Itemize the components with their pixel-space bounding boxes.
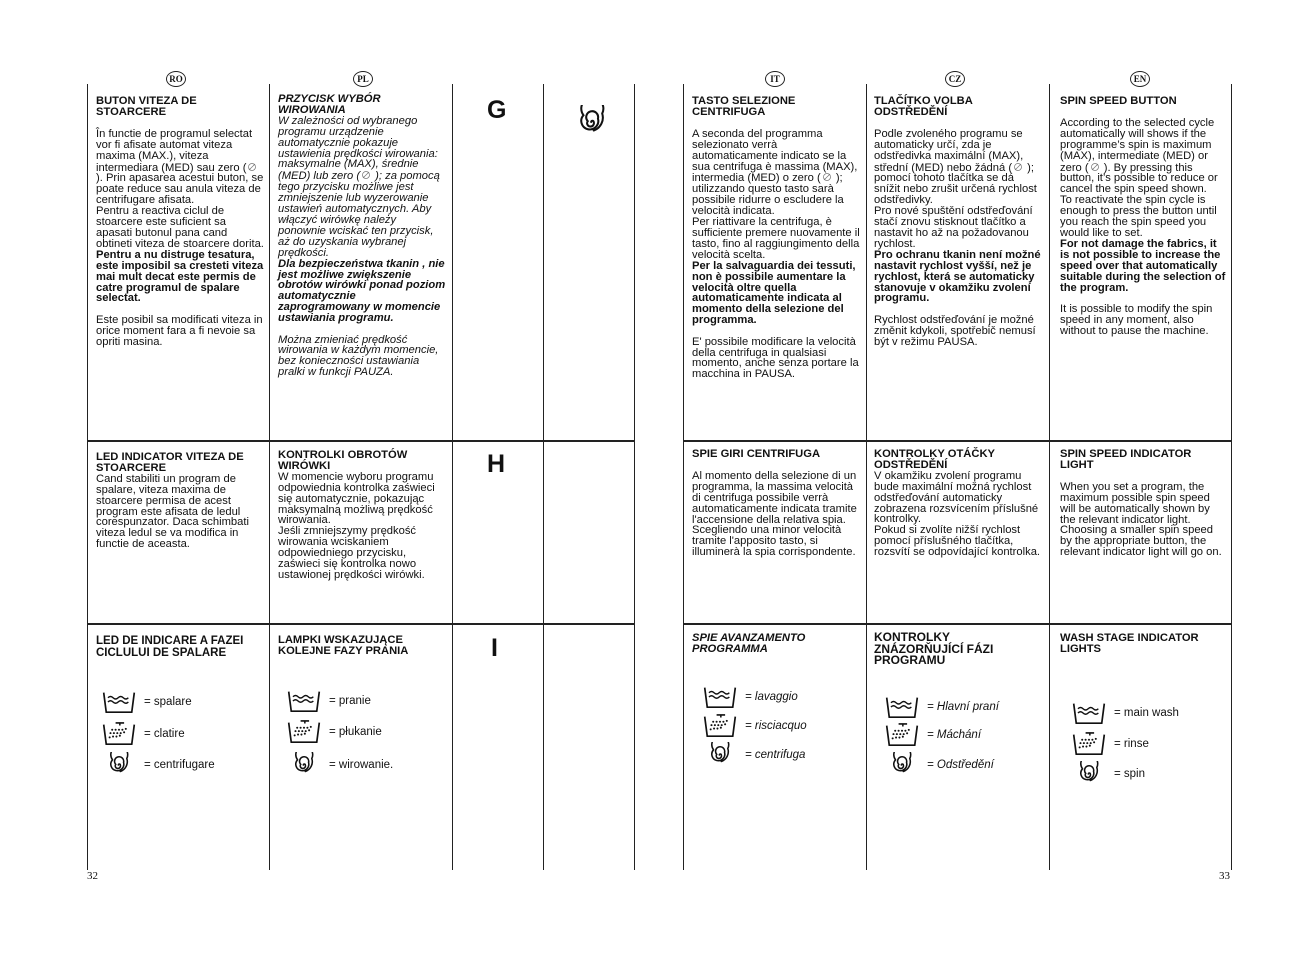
warning-text: Pro ochranu tkanin není možné nastavit rychlost vyšší, než je rychlost, která se automaticky stanovuje v okamžiku zvolení programu. [874, 248, 1041, 305]
section-title: SPIN SPEED BUTTON [1060, 95, 1177, 107]
wash-tub-icon [287, 688, 321, 714]
legend-spin [1072, 761, 1145, 787]
language-badge-ro: RO [166, 71, 186, 87]
legend-rinse [703, 713, 807, 739]
section-i-en [1060, 633, 1226, 666]
column-divider [1231, 84, 1232, 870]
section-g-pl [278, 94, 446, 389]
legend-wash [1072, 700, 1179, 726]
legend-label: = spin [1114, 768, 1146, 780]
legend-wash [885, 694, 999, 720]
section-letter-i: I [491, 634, 498, 662]
section-title: LED DE INDICARE A FAZEI CICLULUI DE SPALARE [96, 635, 244, 659]
legend-label: = centrifuga [745, 749, 806, 761]
legend-label: = Hlavní praní [927, 701, 999, 713]
body-text: Rychlost odstřeďování je možné změnit kdykoli, spotřebič nemusí být v režimu PAUSA. [874, 313, 1036, 348]
warning-text: Per la salvaguardia dei tessuti, non è possibile aumentare la velocità oltre quella automaticamente indicata al momento della selezione del programma. [692, 259, 856, 327]
spin-zero-icon [360, 170, 372, 180]
section-h-ro [96, 452, 264, 561]
section-title: KONTROLKY OTÁČKY ODSTŘEDĚNÍ [874, 448, 995, 471]
legend-wash [287, 688, 371, 714]
rinse-shower-icon [885, 722, 919, 748]
section-i-cz [874, 632, 1042, 678]
spin-spiral-icon [575, 105, 609, 139]
row-divider [87, 623, 634, 625]
legend-label: = płukanie [329, 726, 382, 738]
page-number-left: 32 [87, 870, 98, 882]
section-g-ro [96, 96, 264, 358]
section-title: SPIN SPEED INDICATOR LIGHT [1060, 448, 1192, 471]
language-badge-en: EN [1130, 71, 1150, 87]
body-text: În functie de programul selectat vor fi afisate automat viteza maxima (MAX.), viteza intermediara (MED) sau zero ( [96, 127, 253, 174]
section-g-cz [874, 96, 1042, 358]
legend-wash [102, 689, 192, 715]
spin-spiral-icon [885, 752, 919, 778]
section-title: LED INDICATOR VITEZA DE STOARCERE [96, 451, 244, 474]
section-title: WASH STAGE INDICATOR LIGHTS [1060, 632, 1199, 655]
legend-label: = risciacquo [745, 720, 807, 732]
legend-rinse [102, 721, 185, 747]
warning-text: Pentru a nu distruge tesatura, este imposibil sa cresteti viteza mai mult decat este permis de catre programul de spalare selectat. [96, 248, 264, 305]
body-text: A seconda del programma selezionato verrà automaticamente indicato se la sua centrifuga è massima (MAX), intermedia (MED) o zero ( [692, 127, 858, 185]
section-title: TASTO SELEZIONE CENTRIFUGA [692, 95, 796, 118]
spin-zero-icon [1012, 162, 1024, 172]
body-text: Cand stabiliti un program de spalare, viteza maxima de stoarcere permisa de acest program este afisata de ledul corespunzator. Daca schimbati viteza ledul se va modifica in functie de aceasta. [96, 472, 249, 551]
section-h-pl [278, 450, 446, 591]
section-title: BUTON VITEZA DE STOARCERE [96, 95, 197, 118]
body-text: According to the selected cycle automatically will shows if the programme’s spin is maximum (MAX), intermediate (MED) or zero ( [1060, 116, 1215, 174]
legend-label: = rinse [1114, 738, 1149, 750]
spin-zero-icon [1089, 162, 1101, 172]
legend-label: = centrifugare [144, 759, 215, 771]
warning-text: Dla bezpieczeństwa tkanin , nie jest możliwe zwiększenie obrotów wirówki ponad poziom automatycznie zaprogramowany w momencie ustawiania programu. [278, 257, 446, 325]
row-divider [683, 623, 1231, 625]
section-h-cz [874, 449, 1042, 569]
rinse-shower-icon [703, 713, 737, 739]
wash-tub-icon [885, 694, 919, 720]
body-text: It is possible to modify the spin speed in any moment, also without to pause the machine. [1060, 302, 1213, 337]
rinse-shower-icon [287, 719, 321, 745]
body-text: V okamžiku zvolení programu bude maximální možná rychlost odstřeďování automaticky zobrazena rozsvícením příslušné kontrolky. Pokud si zvolíte nižší rychlost pomocí příslušného tlačítka, rozsvítí se odpovídající kontrolka. [874, 469, 1041, 559]
section-h-it [692, 449, 860, 569]
section-g-it [692, 96, 860, 391]
section-letter-h: H [487, 450, 506, 478]
language-badge-pl: PL [353, 71, 373, 87]
body-text: ). By pressing this button, it’s possible to reduce or cancel the spin speed shown. To reactivate the spin cycle is enough to press the button until you reach the spin speed you would like to set. [1060, 161, 1218, 239]
body-text: ). Prin apasarea acestui buton, se poate reduce sau anula viteza de centrifugare afisata. Pentru a reactiva ciclul de stoarcere este suficient sa apasati butonul pana cand obtineti viteza de stoarcere dorita. [96, 172, 264, 250]
spin-spiral-icon [703, 742, 737, 768]
body-text: Al momento della selezione di un programma, la massima velocità di centrifuga possibile verrà automaticamente indicata tramite l'accensione della relativa spia. Scegliendo una minor velocità tramite l'apposito tasto, si illuminerà la spia corrispondente. [692, 469, 857, 559]
wash-tub-icon [102, 689, 136, 715]
section-i-pl [278, 635, 446, 668]
column-divider [543, 84, 544, 870]
column-divider [1049, 84, 1050, 870]
body-text: ); pomocí tohoto tlačítka se dá snížit nebo zrušit určená rychlost odstředivky. Pro nové spuštění odstřeďování stačí znovu stisknout tlačítko a nastavit ho až na požadovanou rychlost. [874, 161, 1037, 250]
legend-label: = spalare [144, 696, 192, 708]
body-text: Podle zvoleného programu se automaticky určí, zda je odstředivka maximální (MAX), střední (MED) nebo žádná ( [874, 127, 1024, 174]
language-badge-it: IT [765, 71, 785, 87]
column-divider [87, 84, 88, 870]
column-divider [683, 84, 684, 870]
legend-label: = lavaggio [745, 691, 798, 703]
legend-rinse [885, 722, 981, 748]
legend-rinse [287, 719, 382, 745]
legend-label: = Odstředění [927, 759, 994, 771]
section-title: SPIE GIRI CENTRIFUGA [692, 448, 821, 460]
rinse-shower-icon [1072, 731, 1106, 757]
wash-tub-icon [1072, 700, 1106, 726]
wash-tub-icon [703, 684, 737, 710]
spin-spiral-icon [287, 752, 321, 778]
legend-spin [885, 752, 994, 778]
section-title: KONTROLKI OBROTÓW WIRÓWKI [278, 449, 408, 472]
body-text: Este posibil sa modificati viteza in orice moment fara a fi nevoie sa opriti masina. [96, 313, 263, 348]
page-number-right: 33 [1219, 870, 1230, 882]
body-text: When you set a program, the maximum possible spin speed will be automatically shown by the relevant indicator light. Choosing a smaller spin speed by the appropriate button, the relevant indicator light will go on. [1060, 480, 1222, 559]
legend-wash [703, 684, 798, 710]
legend-label: = wirowanie. [329, 759, 394, 771]
body-text: W zależności od wybranego programu urządzenie automatycznie pokazuje ustawienia prędkości wirowania: maksymalne (MAX), średnie (MED) lub zero ( [278, 114, 438, 183]
body-text: Można zmieniać prędkość wirowania w każdym momencie, bez konieczności ustawiania pralki w funkcji PAUZA. [278, 333, 439, 379]
section-i-ro [96, 635, 264, 670]
section-g-en [1060, 96, 1226, 347]
column-divider [634, 84, 635, 870]
spin-spiral-icon [1072, 761, 1106, 787]
rinse-shower-icon [102, 721, 136, 747]
section-title: KONTROLKY ZNÁZORŇUJÍCÍ FÁZI PROGRAMU [874, 630, 994, 667]
section-i-it [692, 633, 860, 666]
column-divider [866, 84, 867, 870]
legend-spin [102, 752, 215, 778]
column-divider [452, 84, 453, 870]
legend-spin [703, 742, 805, 768]
legend-label: = Máchání [927, 729, 982, 741]
body-text: ); utilizzando questo tasto sarà possibile ridurre o escludere la velocità indicata. Per riattivare la centrifuga, è sufficiente premere nuovamente il tasto, fino al raggiungimento della velocità scelta. [692, 172, 860, 261]
legend-label: = clatire [144, 728, 185, 740]
section-title: SPIE AVANZAMENTO PROGRAMMA [692, 632, 806, 655]
legend-label: = main wash [1114, 707, 1179, 719]
section-h-en [1060, 449, 1226, 569]
section-letter-g: G [487, 96, 507, 124]
spin-spiral-icon [102, 752, 136, 778]
language-badge-cz: CZ [945, 71, 965, 87]
row-divider [87, 440, 634, 442]
legend-spin [287, 752, 393, 778]
section-title: TLAČÍTKO VOLBA ODSTŘEDĚNÍ [874, 95, 973, 118]
row-divider [683, 440, 1231, 442]
warning-text: For not damage the fabrics, it is not possible to increase the speed over that automatically suitable during the selection of the program. [1060, 237, 1226, 294]
column-divider [269, 84, 270, 870]
section-title: LAMPKI WSKAZUJĄCE KOLEJNE FAZY PRANIA [278, 634, 409, 657]
legend-rinse [1072, 731, 1149, 757]
body-text: W momencie wyboru programu odpowiednia kontrolka zaświeci się automatycznie, pokazując maksymalną możliwą prędkość wirowania. Jeśli zmniejszymy prędkość wirowania wciskaniem odpowiedniego przycisku, zaświeci się kontrolka nowo ustawionej prędkości wirówki. [278, 470, 435, 581]
spin-zero-icon [246, 162, 258, 172]
legend-label: = pranie [329, 695, 371, 707]
body-text: ); za pomocą tego przycisku możliwe jest zmniejszenie lub wyzerowanie ustawień automatycznych. Aby włączyć wirówkę należy ponownie wciskać ten przycisk, aż do uzyskania wybranej prędkości. [278, 170, 440, 259]
body-text: E' possibile modificare la velocità della centrifuga in qualsiasi momento, anche senza portare la macchina in PAUSA. [692, 335, 859, 381]
section-title: PRZYCISK WYBÓR WIROWANIA [278, 93, 381, 116]
spin-zero-icon [821, 172, 833, 182]
